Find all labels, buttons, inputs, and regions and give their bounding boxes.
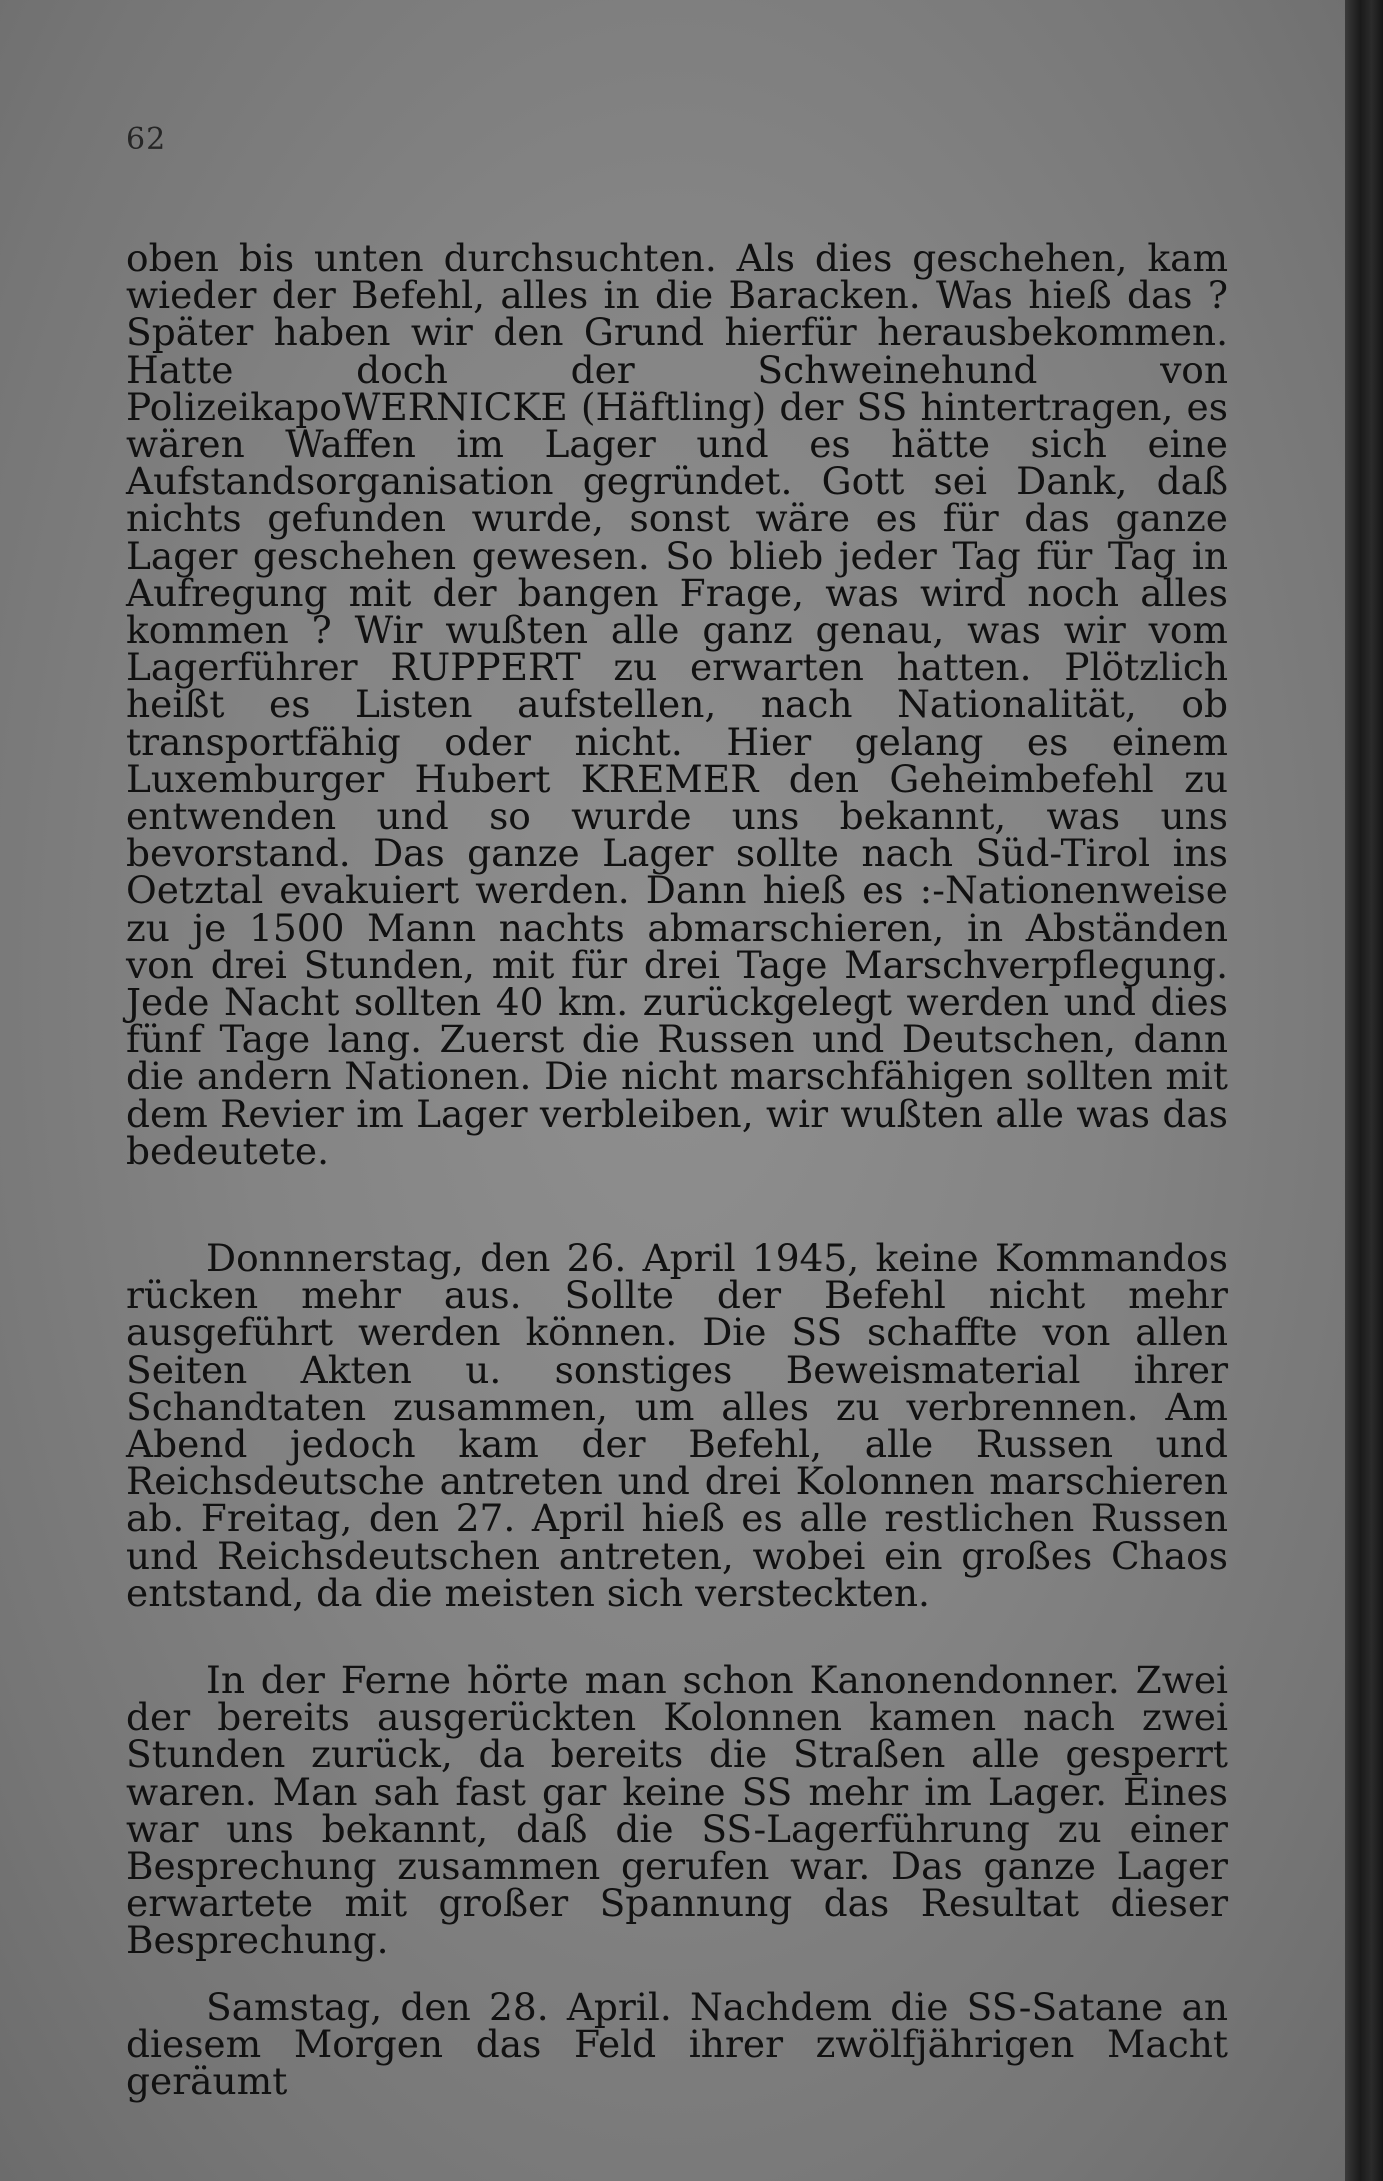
paragraph-text: In der Ferne hörte man schon Kanonendonner. Zwei der bereits ausgerückten Kolonnen kamen nach zwei Stunden zurück, da bereits die Straßen alle gesperrt waren. Man sah fast gar keine SS mehr im Lager. Eines war uns bekannt, daß die SS-Lagerführung zu einer Besprechung zusammen gerufen war. Das ganze Lager erwartete mit großer Spannung das Resultat dieser Besprechung. — [126, 1658, 1228, 1963]
paragraph-text: Donnnerstag, den 26. April 1945, keine Kommandos rücken mehr aus. Sollte der Befehl nicht mehr ausgeführt werden können. Die SS schaffte von allen Seiten Akten u. sonstiges Beweismaterial ihrer Schandtaten zusammen, um alles zu verbrennen. Am Abend jedoch kam der Befehl, alle Russen und Reichsdeutsche antreten und drei Kolonnen marschieren ab. Freitag, den 27. April hieß es alle restlichen Russen und Reichsdeutschen antreten, wobei ein großes Chaos entstand, da die meisten sich versteckten. — [126, 1236, 1228, 1615]
book-binding-edge — [1345, 0, 1383, 2181]
paragraph-1 — [126, 236, 1228, 1173]
paragraph-2 — [126, 1236, 1228, 1615]
paragraph-3 — [126, 1658, 1228, 1963]
paragraph-text: Samstag, den 28. April. Nachdem die SS-Satane an diesem Morgen das Feld ihrer zwölfjährigen Macht geräumt — [126, 1985, 1228, 2104]
paragraph-4 — [126, 1985, 1228, 2104]
paragraph-text: oben bis unten durchsuchten. Als dies geschehen, kam wieder der Befehl, alles in die Baracken. Was hieß das ? Später haben wir den Grund hierfür herausbekommen. Hatte doch der Schweinehund von PolizeikapoWERNICKE (Häftling) der SS hintertragen, es wären Waffen im Lager und es hätte sich eine Aufstandsorganisation gegründet. Gott sei Dank, daß nichts gefunden wurde, sonst wäre es für das ganze Lager geschehen gewesen. So blieb jeder Tag für Tag in Aufregung mit der bangen Frage, was wird noch alles kommen ? Wir wußten alle ganz genau, was wir vom Lagerführer RUPPERT zu erwarten hatten. Plötzlich heißt es Listen aufstellen, nach Nationalität, ob transportfähig oder nicht. Hier gelang es einem Luxemburger Hubert KREMER den Geheimbefehl zu entwenden und so wurde uns bekannt, was uns bevorstand. Das ganze Lager sollte nach Süd-Tirol ins Oetztal evakuiert werden. Dann hieß es :-Nationenweise zu je 1500 Mann nachts abmarschieren, in Abständen von drei Stunden, mit für drei Tage Marschverpflegung. Jede Nacht sollten 40 km. zurückgelegt werden und dies fünf Tage lang. Zuerst die Russen und Deutschen, dann die andern Nationen. Die nicht marschfähigen sollten mit dem Revier im Lager verbleiben, wir wußten alle was das bedeutete. — [126, 236, 1228, 1173]
page-number: 62 — [126, 122, 167, 157]
